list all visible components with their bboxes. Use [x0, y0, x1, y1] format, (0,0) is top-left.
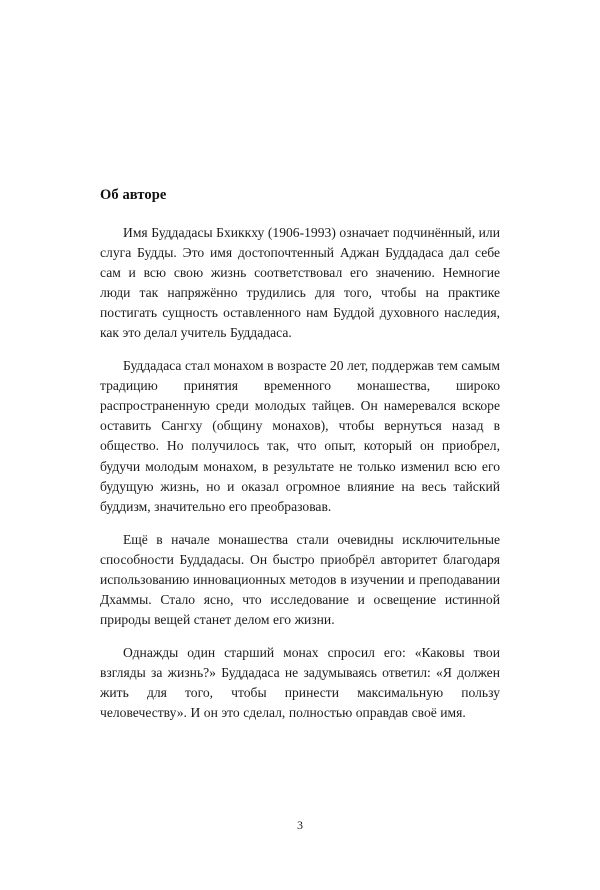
page-title: Об авторе	[100, 187, 167, 203]
paragraph-4: Однажды один старший монах спросил его: «Каковы твои взгляды за жизнь?» Буддадаса не задумываясь ответил: «Я должен жить для того, чтобы принести максимальную пользу человечеству». И он это сделал, полностью оправдав своё имя.	[100, 644, 500, 721]
paragraph-1: Имя Буддадасы Бхиккху (1906-1993) означает подчинённый, или слуга Будды. Это имя достопочтенный Аджан Буддадаса дал себе сам и всю свою жизнь соответствовал его значению. Немногие люди так напряжённо трудились для того, чтобы на практике постигать сущность оставленного нам Буддой духовного наследия, как это делал учитель Буддадаса.	[100, 225, 500, 341]
paragraph-3: Ещё в начале монашества стали очевидны исключительные способности Буддадасы. Он быстро приобрёл авторитет благодаря использованию инновационных методов в изучении и преподавании Дхаммы. Стало ясно, что исследование и освещение истинной природы вещей станет делом его жизни.	[100, 531, 500, 627]
page-content	[100, 186, 500, 723]
page-number: 3	[297, 818, 303, 832]
paragraph-2: Буддадаса стал монахом в возрасте 20 лет, поддержав тем самым традицию принятия временного монашества, широко распространенную среди молодых тайцев. Он намеревался вскоре оставить Сангху (общину монахов), чтобы вернуться назад в общество. Но получилось так, что опыт, который он приобрел, будучи молодым монахом, в результате не только изменил всю его будущую жизнь, но и оказал огромное влияние на весь тайский буддизм, значительно его преобразовав.	[100, 358, 500, 514]
